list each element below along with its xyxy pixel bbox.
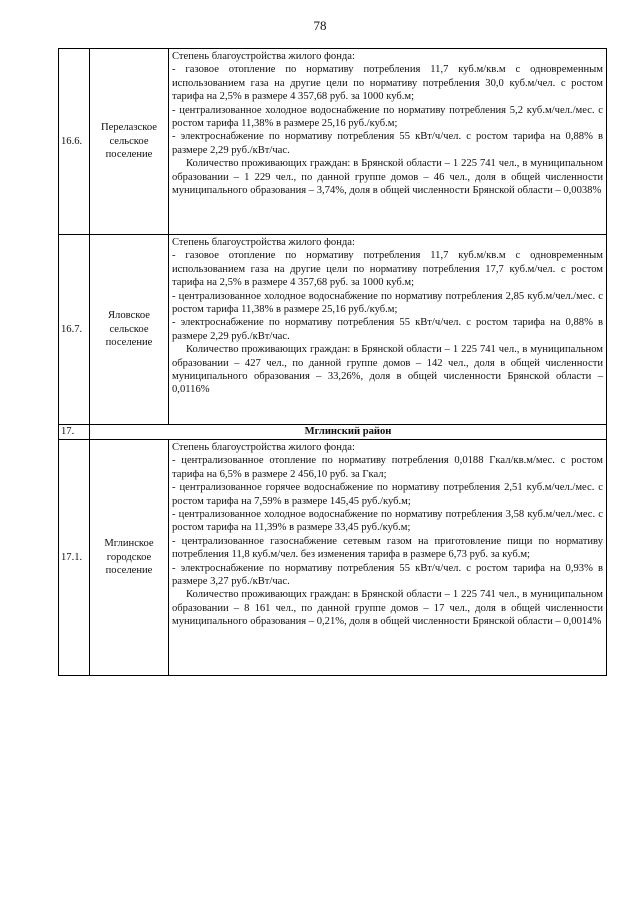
row-number: 17.1. (59, 440, 90, 676)
tariff-table (58, 48, 607, 676)
description-line: Степень благоустройства жилого фонда: (172, 442, 355, 453)
description-line: Количество проживающих граждан: в Брянской области – 1 225 741 чел., в муниципальном образовании – 427 чел., по данной группе домов – 142 чел., доля в общей численности муниципального образования – 33,26%, доля в общей численности Брянской области – 0,0116% (172, 344, 603, 396)
description-line: - централизованное холодное водоснабжение по нормативу потребления 3,58 куб.м/чел./мес. с ростом тарифа на 11,39% в размере 33,45 руб./куб.м; (172, 509, 603, 534)
region-name: Мглинский район (90, 425, 607, 440)
municipality-name: Мглинское городское поселение (90, 440, 169, 676)
description-line: - электроснабжение по нормативу потребления 55 кВт/ч/чел. с ростом тарифа на 0,88% в размере 2,29 руб./кВт/час. (172, 131, 603, 156)
row-number: 16.7. (59, 235, 90, 425)
housing-description (169, 440, 607, 676)
housing-description (169, 235, 607, 425)
row-number: 16.6. (59, 49, 90, 235)
table-row (59, 235, 607, 425)
description-line: - электроснабжение по нормативу потребления 55 кВт/ч/чел. с ростом тарифа на 0,93% в размере 3,27 руб./кВт/час. (172, 562, 603, 588)
description-line: - централизованное холодное водоснабжение по нормативу потребления 5,2 куб.м/чел./мес. с ростом тарифа 11,38% в размере 25,16 руб./куб.м; (172, 104, 603, 130)
description-line: - централизованное газоснабжение сетевым газом на приготовление пищи по нормативу потребления 11,8 куб.м/чел. без изменения тарифа в размере 6,73 руб. за куб.м; (172, 535, 603, 561)
description-line: - централизованное отопление по нормативу потребления 0,0188 Гкал/кв.м/мес. с ростом тарифа на 6,5% в размере 2 456,10 руб. за Гкал; (172, 455, 603, 480)
municipality-name: Яловское сельское поселение (90, 235, 169, 425)
table-row (59, 440, 607, 676)
housing-description (169, 49, 607, 235)
municipality-name: Перелазское сельское поселение (90, 49, 169, 235)
description-line: - централизованное горячее водоснабжение по нормативу потребления 2,51 куб.м/чел./мес. с ростом тарифа на 7,59% в размере 145,45 руб./куб.м; (172, 482, 603, 507)
table-row (59, 49, 607, 235)
description-line: Количество проживающих граждан: в Брянской области – 1 225 741 чел., в муниципальном образовании – 1 229 чел., по данной группе домов – 46 чел., доля в общей численности муниципального образования – 3,74%, доля в общей численности Брянской области – 0,0038% (172, 158, 603, 197)
description-line: - газовое отопление по нормативу потребления 11,7 куб.м/кв.м с одновременным использованием газа на другие цели по нормативу потребления 30,0 куб.м/чел. с ростом тарифа на 2,5% в размере 4 357,68 руб. за 1000 куб.м; (172, 64, 603, 103)
description-line: Степень благоустройства жилого фонда: (172, 237, 355, 248)
region-number: 17. (59, 425, 90, 440)
description-line: - централизованное холодное водоснабжение по нормативу потребления 2,85 куб.м/чел./мес. с ростом тарифа 11,38% в размере 25,16 руб./куб.м; (172, 290, 603, 316)
description-line: Степень благоустройства жилого фонда: (172, 51, 355, 62)
region-row (59, 425, 607, 440)
description-line: - электроснабжение по нормативу потребления 55 кВт/ч/чел. с ростом тарифа на 0,88% в размере 2,29 руб./кВт/час. (172, 317, 603, 342)
page-number: 78 (313, 18, 327, 33)
description-line: - газовое отопление по нормативу потребления 11,7 куб.м/кв.м с одновременным использованием газа на другие цели по нормативу потребления 17,7 куб.м/чел. с ростом тарифа на 2,5% в размере 4 357,68 руб. за 1000 куб.м; (172, 250, 603, 289)
description-line: Количество проживающих граждан: в Брянской области – 1 225 741 чел., в муниципальном образовании – 8 161 чел., по данной группе домов – 17 чел., доля в общей численности муниципального образования – 0,21%, доля в общей численности Брянской области – 0,0014% (172, 589, 603, 628)
